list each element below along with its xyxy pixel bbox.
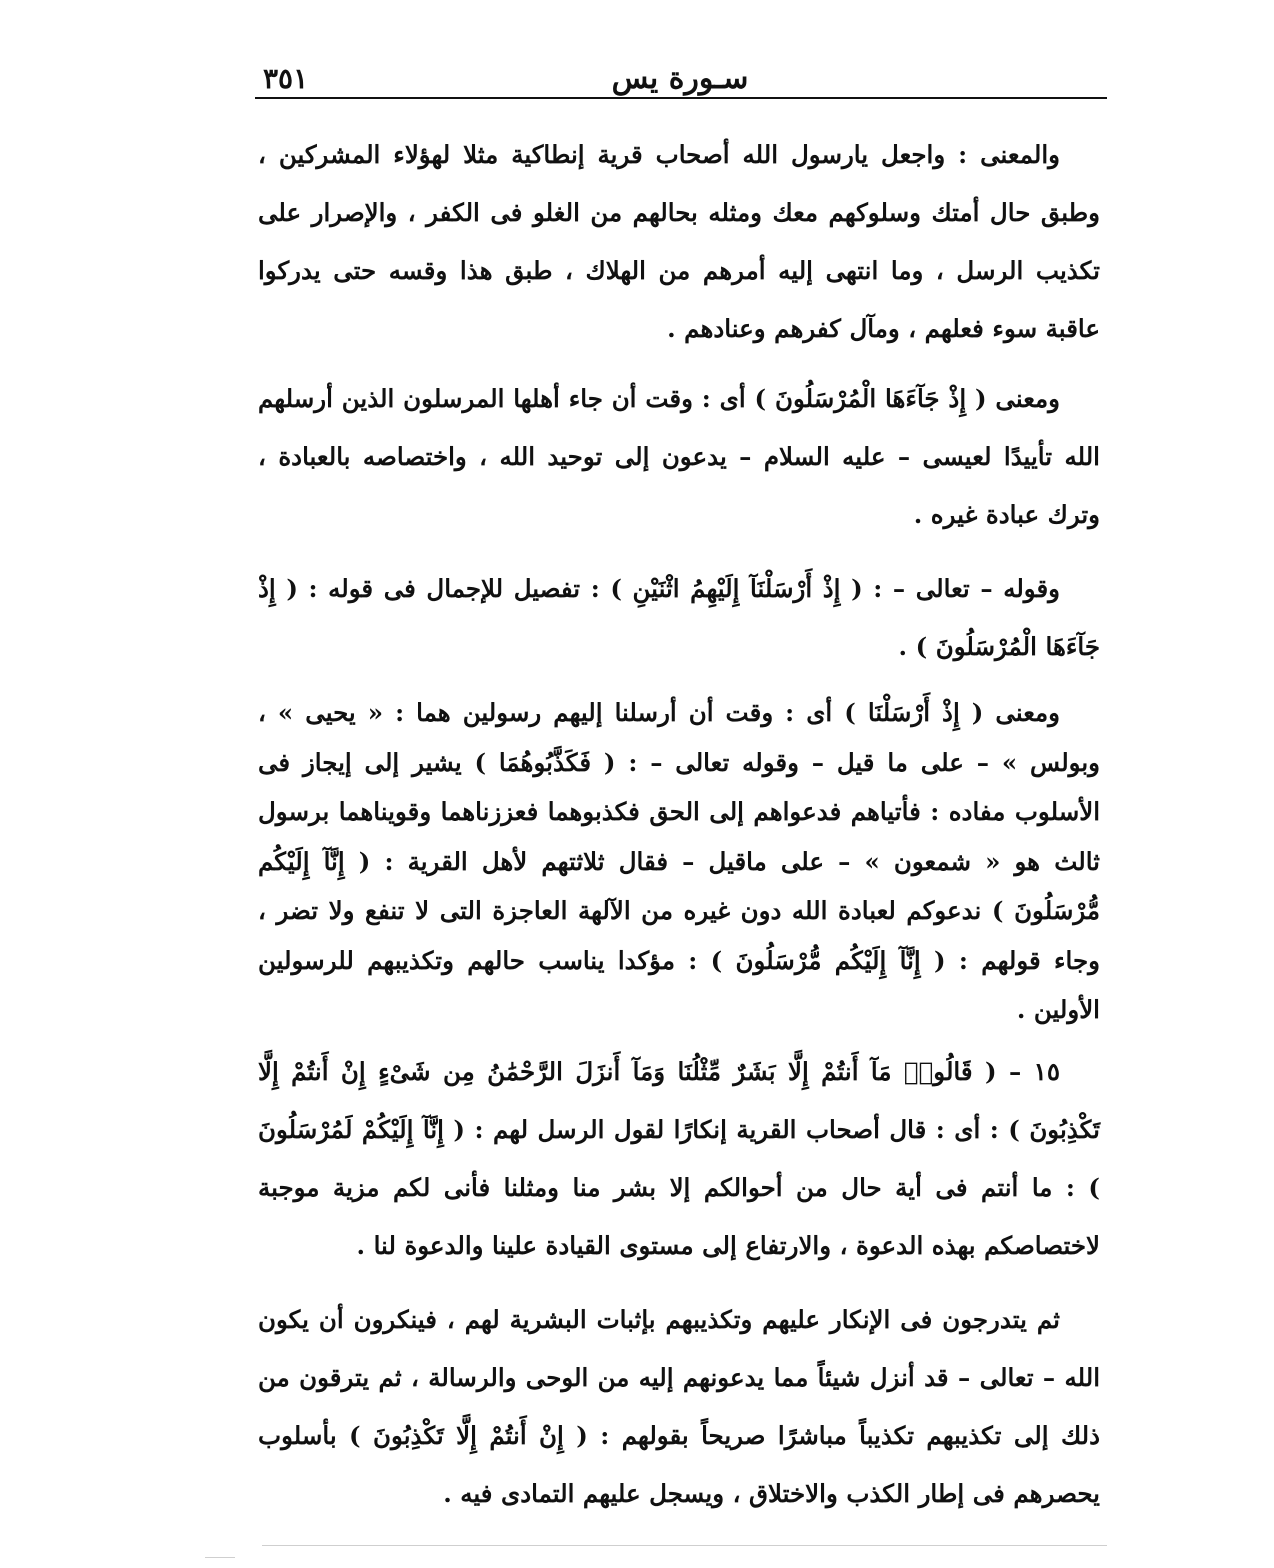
page-number: ٣٥١ <box>263 62 309 95</box>
page-body <box>258 126 1100 1523</box>
surah-title: سـورة يس <box>611 61 749 96</box>
paragraph-messengers-came: ومعنى ( إِذْ جَآءَهَا الْمُرْسَلُونَ ) أى : وقت أن جاء أهلها المرسلون الذين أرسلهم الله تأييدًا لعيسى – عليه السلام – يدعون إلى توحيد الله ، واختصاصه بالعبادة ، وترك عبادة غيره . <box>258 384 1100 529</box>
footer-rule-mark <box>205 1557 235 1558</box>
footer-rule <box>262 1545 1107 1546</box>
paragraph-two-sent: وقوله – تعالى – : ( إِذْ أَرْسَلْنَآ إِلَيْهِمُ اثْنَيْنِ ) : تفصيل للإجمال فى قوله : ( إِذْ جَآءَهَا الْمُرْسَلُونَ ) . <box>258 574 1100 661</box>
paragraph-gradual-denial: ثم يتدرجون فى الإنكار عليهم وتكذيبهم بإثبات البشرية لهم ، فينكرون أن يكون الله – تعالى – قد أنزل شيئاً مما يدعونهم إليه من الوحى والرسالة ، ثم يترقون من ذلك إلى تكذيبهم تكذيباً مباشرًا صريحاً بقولهم : ( إِنْ أَنتُمْ إِلَّا تَكْذِبُونَ ) بأسلوب يحصرهم فى إطار الكذب والاختلاق ، ويسجل عليهم التمادى فيه . <box>258 1304 1100 1508</box>
paragraph-yahya-boulos: ومعنى ( إِذْ أَرْسَلْنَا ) أى : وقت أن أرسلنا إليهم رسولين هما : « يحيى » ، وبولس » – على ما قيل – وقوله تعالى – : ( فَكَذَّبُوهُمَا ) يشير إلى إيجاز فى الأسلوب مفاده : فأتياهم فدعواهم إلى الحق فكذبوهما فعززناهما وقويناهما برسول ثالث هو « شمعون » – على ماقيل – فقال ثلاثتهم لأهل القرية : ( إِنَّآ إِلَيْكُم مُّرْسَلُونَ ) ندعوكم لعبادة الله دون غيره من الآلهة العاجزة التى لا تنفع ولا تضر ، وجاء قولهم : ( إِنَّآ إِلَيْكُم مُّرْسَلُونَ ) : مؤكدا يناسب حالهم وتكذيبهم للرسولين الأولين . <box>258 698 1100 1024</box>
running-header <box>255 60 1105 100</box>
paragraph-meaning-intro: والمعنى : واجعل يارسول الله أصحاب قرية إنطاكية مثلا لهؤلاء المشركين ، وطبق حال أمتك وسلوكهم معك ومثله بحالهم من الغلو فى الكفر ، والإصرار على تكذيب الرسل ، وما انتهى إليه أمرهم من الهلاك ، طبق هذا وقسه حتى يدركوا عاقبة سوء فعلهم ، ومآل كفرهم وعنادهم . <box>258 140 1100 343</box>
header-divider <box>255 97 1107 99</box>
paragraph-verse-15: ١٥ – ( قَالُوا۟ مَآ أَنتُمْ إِلَّا بَشَرٌ مِّثْلُنَا وَمَآ أَنزَلَ الرَّحْمَٰنُ مِن شَىْءٍ إِنْ أَنتُمْ إِلَّا تَكْذِبُونَ ) : أى : قال أصحاب القرية إنكارًا لقول الرسل لهم : ( إِنَّآ إِلَيْكُمْ لَمُرْسَلُونَ ) : ما أنتم فى أية حال من أحوالكم إلا بشر منا ومثلنا فأنى لكم مزية موجبة لاختصاصكم بهذه الدعوة ، والارتفاع إلى مستوى القيادة علينا والدعوة لنا . <box>258 1056 1100 1260</box>
